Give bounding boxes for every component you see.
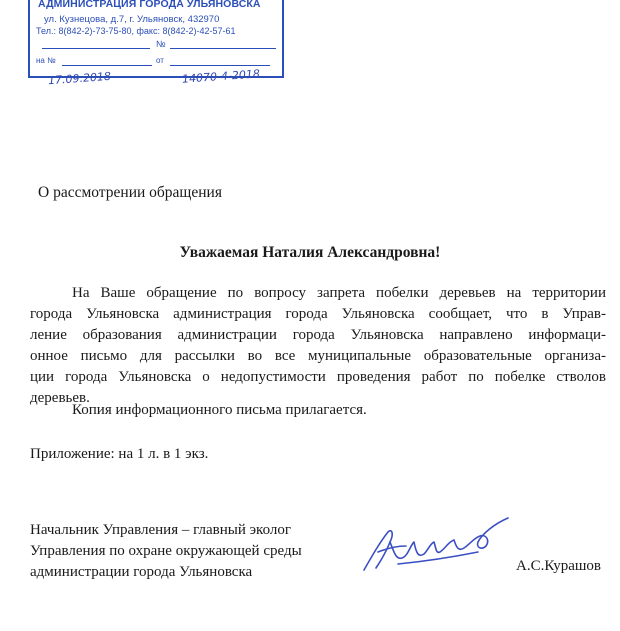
signatory-title-line: администрации города Ульяновска (30, 564, 253, 580)
stamp-phones: Тел.: 8(842-2)-73-75-80, факс: 8(842-2)-42-57-61 (36, 26, 236, 36)
signatory-title (30, 520, 302, 583)
body-line: города Ульяновска администрация города Ульяновска сообщает, что в Управ- (30, 306, 606, 322)
stamp-ref-line (62, 65, 152, 66)
stamp-ref-label: на № (36, 56, 56, 65)
letter-body (30, 283, 606, 409)
body-line: На Ваше обращение по вопросу запрета побелки деревьев на территории (72, 285, 606, 301)
stamp-date-line (42, 48, 150, 49)
signatory-title-line: Начальник Управления – главный эколог (30, 522, 292, 538)
letter-subject: О рассмотрении обращения (38, 184, 222, 201)
stamp-handwritten-number: 14070-4-2018 (181, 67, 261, 86)
body-line: ление образования администрации города Ульяновска направлено информаци- (30, 327, 606, 343)
signer-name: А.С.Курашов (516, 558, 602, 574)
handwritten-signature (358, 512, 518, 582)
body-line: деревьев. (30, 390, 90, 406)
signatory-title-line: Управления по охране окружающей среды (30, 543, 302, 559)
stamp-ref-from-label: от (156, 56, 164, 65)
letterhead-stamp (28, 0, 284, 88)
stamp-organization: АДМИНИСТРАЦИЯ ГОРОДА УЛЬЯНОВСКА (38, 0, 261, 10)
letter-salutation: Уважаемая Наталия Александровна! (179, 244, 441, 261)
stamp-number-label: № (156, 39, 166, 49)
stamp-number-line (170, 48, 276, 49)
body-line: ции города Ульяновска о недопустимости проведения работ по побелке стволов (30, 369, 606, 385)
stamp-reference-row (36, 56, 276, 68)
copy-note: Копия информационного письма прилагается. (72, 402, 367, 418)
stamp-handwritten-date: 17.09.2018 (47, 69, 112, 88)
attachment-note: Приложение: на 1 л. в 1 экз. (30, 446, 209, 462)
stamp-ref-from-line (170, 65, 270, 66)
body-line: онное письмо для рассылки во все муниципальные образовательные организа- (30, 348, 606, 364)
stamp-address: ул. Кузнецова, д.7, г. Ульяновск, 432970 (44, 14, 220, 25)
